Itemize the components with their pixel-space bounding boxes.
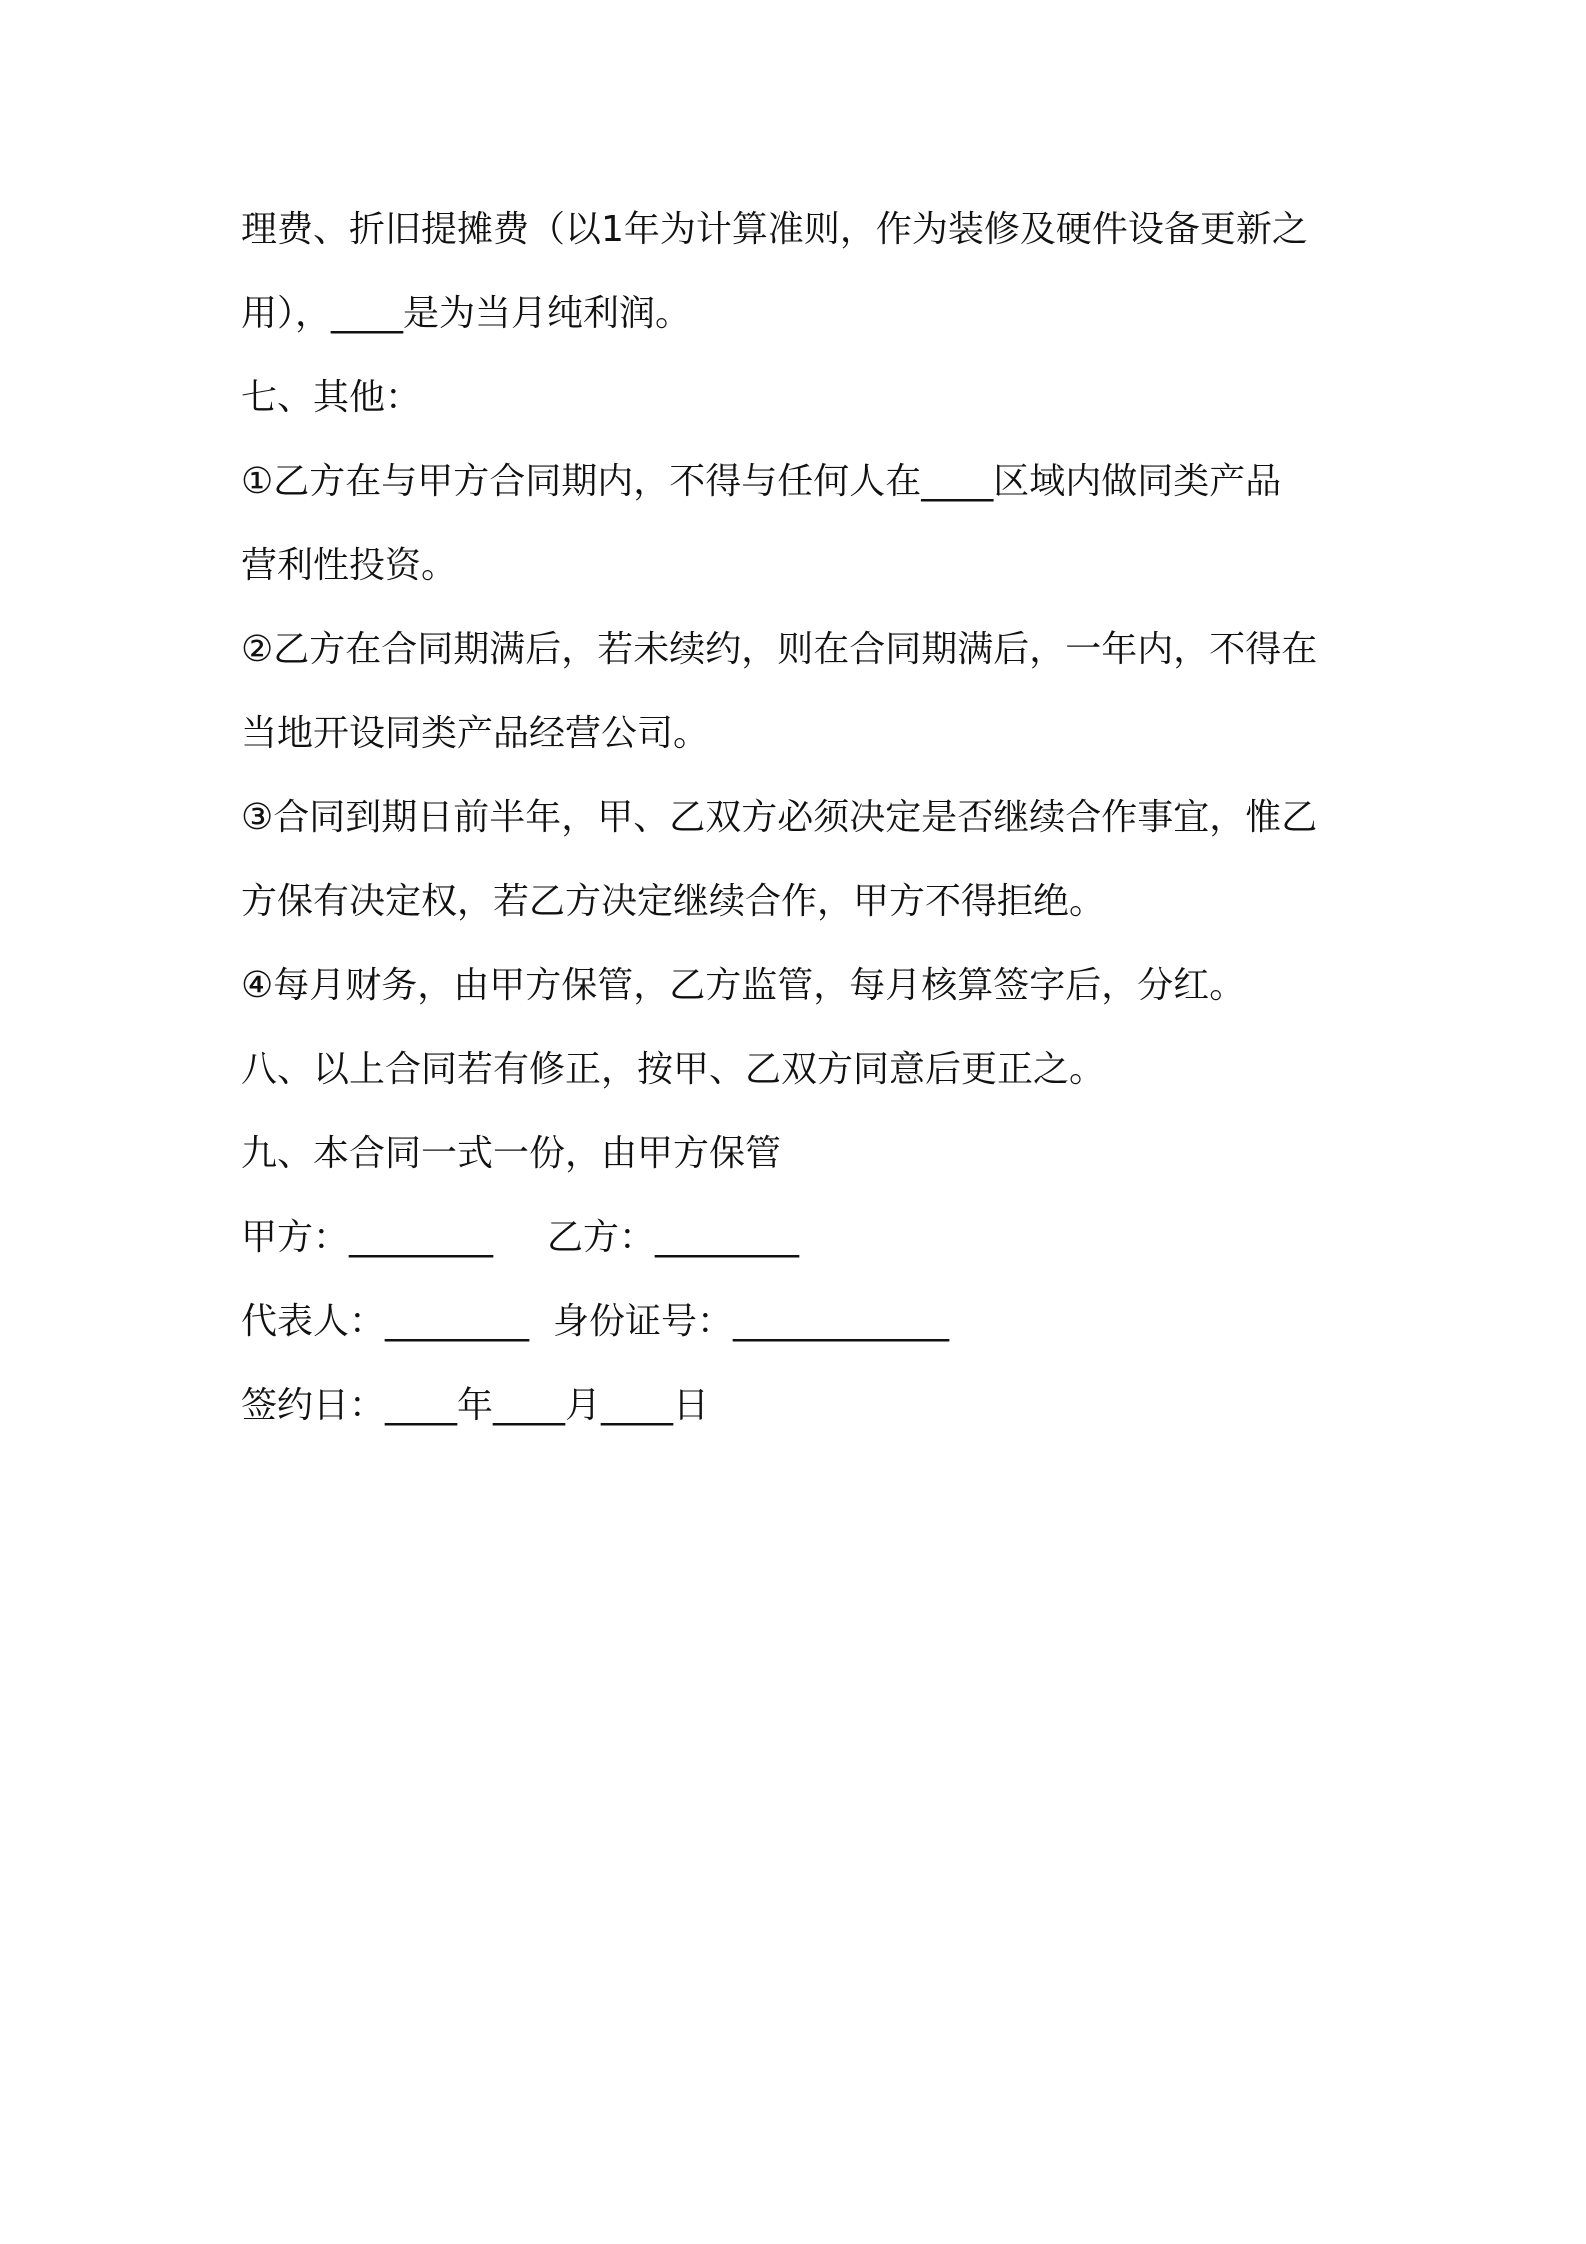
party-b-field: 乙方：________	[547, 1217, 800, 1258]
signature-parties-row	[241, 1206, 1361, 1290]
signature-representative-row	[241, 1290, 1361, 1374]
party-a-field: 甲方：________	[241, 1217, 494, 1258]
sign-date-field: 签约日：____年____月____日	[241, 1385, 710, 1426]
paragraph-line: ④每月财务，由甲方保管，乙方监管，每月核算签字后，分红。	[241, 965, 1246, 1006]
paragraph-line: 当地开设同类产品经营公司。	[241, 713, 710, 754]
paragraph-line: 营利性投资。	[241, 545, 458, 586]
section-heading: 八、以上合同若有修正，按甲、乙双方同意后更正之。	[241, 1049, 1106, 1090]
paragraph-line: ②乙方在合同期满后，若未续约，则在合同期满后，一年内，不得在	[241, 629, 1318, 670]
paragraph-line: 用），____是为当月纯利润。	[241, 293, 692, 334]
paragraph-line: ①乙方在与甲方合同期内，不得与任何人在____区域内做同类产品	[241, 461, 1282, 502]
id-number-field: 身份证号：____________	[553, 1301, 950, 1342]
representative-field: 代表人：________	[241, 1301, 530, 1342]
paragraph-line: 方保有决定权，若乙方决定继续合作，甲方不得拒绝。	[241, 881, 1106, 922]
section-heading: 九、本合同一式一份，由甲方保管	[241, 1133, 782, 1174]
document-body	[241, 198, 1361, 1458]
paragraph-line: 理费、折旧提摊费（以1年为计算准则，作为装修及硬件设备更新之	[241, 209, 1308, 250]
paragraph-line: ③合同到期日前半年，甲、乙双方必须决定是否继续合作事宜，惟乙	[241, 797, 1318, 838]
section-heading: 七、其他：	[241, 377, 422, 418]
signature-date-row	[241, 1374, 1361, 1458]
